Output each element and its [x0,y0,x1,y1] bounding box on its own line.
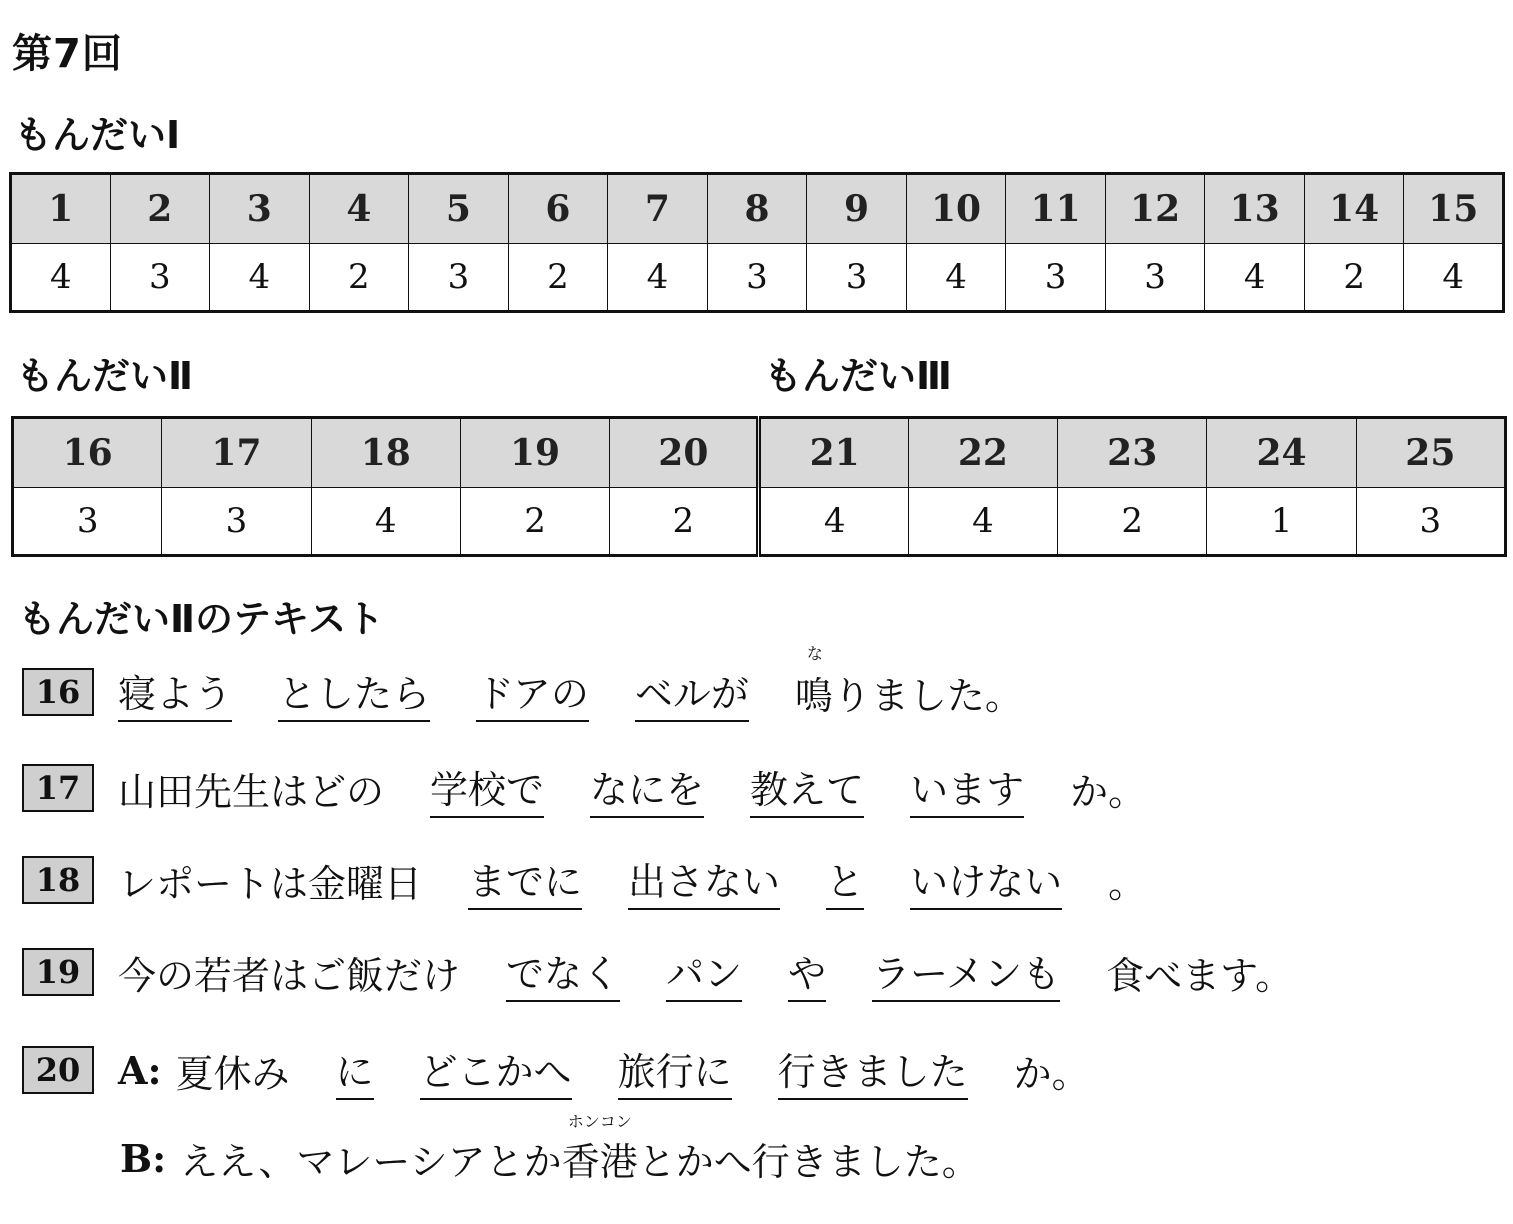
reply-text-mid: 香港 [561,1139,638,1184]
reply-row [120,1111,980,1186]
answer-segment: としたら [278,663,430,722]
sentence-row [22,944,1339,1000]
sentence-text: 。 [1108,861,1147,906]
answer-segment: 旅行に [618,1041,732,1100]
question-number-cell-7: 7 [608,174,708,244]
sentence-row [22,852,1192,908]
sentence-text: 今の若者はご飯だけ [118,953,461,998]
answer-segment: ベルが [635,663,749,722]
answer-segment: パン [666,943,742,1002]
question-number-cell-8: 23 [1058,418,1207,488]
question-number-cell-8: 8 [707,174,807,244]
answer-segment: います [910,759,1024,818]
answer-segment: 出さない [628,851,780,910]
answer-cell-9: 1 [1207,488,1356,556]
answer-cell-3: 4 [311,488,460,556]
answer-segment: いけない [910,851,1062,910]
page-title: 第7回 [12,31,123,77]
sentence-row [22,760,1192,816]
question-number-cell-4: 4 [309,174,409,244]
question-number-cell-4: 19 [460,418,609,488]
answer-cell-8: 3 [707,244,807,312]
answer-cell-5: 2 [610,488,759,556]
sentence-number-badge: 19 [22,948,94,996]
sentence-row [22,643,1069,720]
sentence-text: か。 [1013,1051,1090,1096]
answer-cell-8: 2 [1058,488,1207,556]
question-number-cell-10: 25 [1356,418,1505,488]
section1-title: もんだいⅠ [14,113,181,157]
answer-cell-14: 2 [1304,244,1404,312]
answer-cell-7: 4 [908,488,1057,556]
answer-cell-9: 3 [807,244,907,312]
answer-segment: 行きました [778,1041,968,1100]
sentence-text: レポートは金曜日 [118,861,423,906]
answer-segment: までに [468,851,582,910]
reply-speaker: B: [120,1135,167,1181]
answer-cell-11: 3 [1006,244,1106,312]
question-number-cell-6: 6 [508,174,608,244]
answer-cell-2: 3 [110,244,210,312]
answer-cell-6: 4 [759,488,908,556]
answer-cell-10: 4 [906,244,1006,312]
sentence-text: 夏休み [175,1051,290,1096]
answer-segment: 教えて [750,759,864,818]
question-number-cell-1: 1 [11,174,111,244]
answer-cell-5: 3 [409,244,509,312]
question-number-cell-14: 14 [1304,174,1404,244]
sentence-number-badge: 18 [22,856,94,904]
question-number-cell-3: 3 [210,174,310,244]
answer-cell-1: 4 [11,244,111,312]
section2-3-answer-table [11,416,1507,557]
sentence-speaker: A: [118,1047,162,1093]
ruby-annotation: な [806,643,823,663]
question-number-cell-7: 22 [908,418,1057,488]
question-number-cell-2: 2 [110,174,210,244]
question-number-cell-5: 5 [409,174,509,244]
sentence-text: か。 [1070,769,1147,814]
sentence-number-badge: 16 [22,668,94,716]
reply-ruby: ホンコン [567,1111,632,1131]
question-number-cell-15: 15 [1404,174,1504,244]
answer-segment: 学校で [430,759,544,818]
question-number-cell-12: 12 [1105,174,1205,244]
section1-answer-table [9,172,1505,313]
answer-segment: でなく [506,943,620,1002]
question-number-cell-11: 11 [1006,174,1106,244]
answer-cell-13: 4 [1205,244,1305,312]
question-number-cell-13: 13 [1205,174,1305,244]
sentence-row [22,1042,1136,1098]
answer-cell-10: 3 [1356,488,1505,556]
answer-cell-4: 2 [309,244,409,312]
question-number-cell-5: 20 [610,418,759,488]
answer-cell-3: 4 [210,244,310,312]
answer-cell-6: 2 [508,244,608,312]
answer-segment: どこかへ [420,1041,572,1100]
reply-text-pre: ええ、マレーシアとか [180,1139,562,1184]
answer-cell-7: 4 [608,244,708,312]
answer-segment: と [826,851,864,910]
question-number-cell-9: 9 [807,174,907,244]
reply-text-post: とかへ行きました。 [637,1139,980,1184]
question-number-cell-1: 16 [13,418,162,488]
answer-segment: に [336,1041,374,1100]
answer-segment: なにを [590,759,704,818]
answer-segment: 寝よう [118,663,232,722]
question-number-cell-10: 10 [906,174,1006,244]
question-number-cell-6: 21 [759,418,908,488]
sentence-text: な 鳴りました。 [795,665,1023,720]
answer-cell-1: 3 [13,488,162,556]
sentence-text: 山田先生はどの [118,769,385,814]
question-number-cell-9: 24 [1207,418,1356,488]
question-number-cell-3: 18 [311,418,460,488]
answer-segment: ラーメンも [872,943,1060,1002]
sentence-number-badge: 20 [22,1046,94,1094]
answer-cell-2: 3 [162,488,311,556]
sentence-text: 食べます。 [1106,953,1294,998]
reply-text [180,1111,980,1186]
section2-title: もんだいⅡ [16,354,194,398]
answer-segment: や [788,943,826,1002]
answer-cell-15: 4 [1404,244,1504,312]
answer-cell-4: 2 [460,488,609,556]
answer-cell-12: 3 [1105,244,1205,312]
question-number-cell-2: 17 [162,418,311,488]
sentence-number-badge: 17 [22,764,94,812]
answer-segment: ドアの [476,663,589,722]
section3-title: もんだいⅢ [764,354,952,398]
text-heading: もんだいⅡのテキスト [18,597,385,641]
